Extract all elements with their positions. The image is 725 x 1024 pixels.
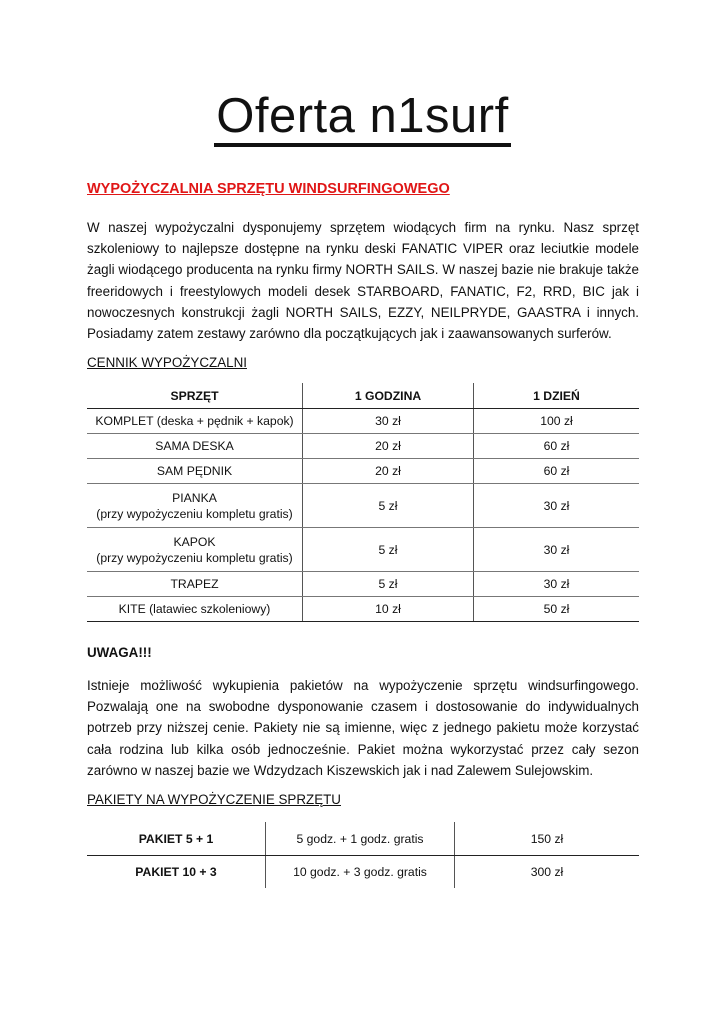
item-name: KOMPLET (deska + pędnik + kapok)	[87, 409, 303, 434]
price-day: 30 zł	[474, 572, 640, 597]
price-day: 60 zł	[474, 434, 640, 459]
price-day: 50 zł	[474, 597, 640, 622]
table-header-row	[87, 383, 639, 409]
rental-heading: WYPOŻYCZALNIA SPRZĘTU WINDSURFINGOWEGO	[87, 181, 450, 197]
price-hour: 5 zł	[303, 528, 474, 572]
table-row	[87, 572, 639, 597]
pricelist-heading: CENNIK WYPOŻYCZALNI	[87, 355, 247, 370]
table-row	[87, 409, 639, 434]
table-row	[87, 434, 639, 459]
price-hour: 10 zł	[303, 597, 474, 622]
price-day: 100 zł	[474, 409, 640, 434]
price-hour: 30 zł	[303, 409, 474, 434]
package-price: 300 zł	[455, 856, 640, 889]
price-hour: 20 zł	[303, 434, 474, 459]
packages-heading: PAKIETY NA WYPOŻYCZENIE SPRZĘTU	[87, 792, 341, 807]
item-name: SAMA DESKA	[87, 434, 303, 459]
table-row	[87, 856, 639, 889]
package-name: PAKIET 10 + 3	[135, 865, 217, 879]
table-row	[87, 822, 639, 856]
notice-paragraph: Istnieje możliwość wykupienia pakietów na wypożyczenie sprzętu windsurfingowego. Pozwalają one na swobodne dysponowanie czasem i dostosowanie do indywidualnych potrzeb przy niższej cenie. Pakiety nie są imienne, więc z jednego pakietu może korzystać cała rodzina lub kilka osób jednocześnie. Pakiet można wykorzystać przez cały sezon zarówno w naszej bazie we Wdzydzach Kiszewskich jak i nad Zalewem Sulejowskim.	[87, 678, 639, 778]
package-price: 150 zł	[455, 822, 640, 856]
column-header-equipment: SPRZĘT	[87, 383, 303, 409]
table-row	[87, 484, 639, 528]
price-hour: 20 zł	[303, 459, 474, 484]
page-title: Oferta n1surf	[0, 92, 725, 141]
item-name: PIANKA	[172, 490, 217, 505]
price-hour: 5 zł	[303, 484, 474, 528]
price-hour: 5 zł	[303, 572, 474, 597]
item-note: (przy wypożyczeniu kompletu gratis)	[96, 506, 293, 521]
rental-description: W naszej wypożyczalni dysponujemy sprzętem wiodących firm na rynku. Nasz sprzęt szkoleniowy to najlepsze dostępne na rynku deski FANATIC VIPER oraz leciutkie modele żagli wiodącego producenta na rynku firmy NORTH SAILS. W naszej bazie nie brakuje także freeridowych i freestylowych modeli desek STARBOARD, FANATIC, F2, RRD, BIC jak i nowoczesnych konstrukcji żagli NORTH SAILS, EZZY, NEILPRYDE, GAASTRA i innych. Posiadamy zatem zestawy zarówno dla początkujących jak i zaawansowanych surferów.	[87, 220, 639, 342]
price-day: 60 zł	[474, 459, 640, 484]
table-row	[87, 597, 639, 622]
item-note: (przy wypożyczeniu kompletu gratis)	[96, 550, 293, 565]
column-header-day: 1 DZIEŃ	[474, 383, 640, 409]
item-name: KITE (latawiec szkoleniowy)	[87, 597, 303, 622]
price-day: 30 zł	[474, 484, 640, 528]
item-cell	[87, 484, 303, 528]
packages-table	[87, 822, 639, 888]
column-header-hour: 1 GODZINA	[303, 383, 474, 409]
table-row	[87, 459, 639, 484]
item-name: TRAPEZ	[87, 572, 303, 597]
package-hours: 10 godz. + 3 godz. gratis	[266, 856, 455, 889]
item-name: SAM PĘDNIK	[87, 459, 303, 484]
notice-heading: UWAGA!!!	[87, 645, 152, 660]
item-name: KAPOK	[173, 534, 216, 549]
price-day: 30 zł	[474, 528, 640, 572]
table-row	[87, 528, 639, 572]
pricelist-table	[87, 383, 639, 622]
package-hours: 5 godz. + 1 godz. gratis	[266, 822, 455, 856]
package-name: PAKIET 5 + 1	[87, 822, 266, 856]
item-cell	[87, 528, 303, 572]
